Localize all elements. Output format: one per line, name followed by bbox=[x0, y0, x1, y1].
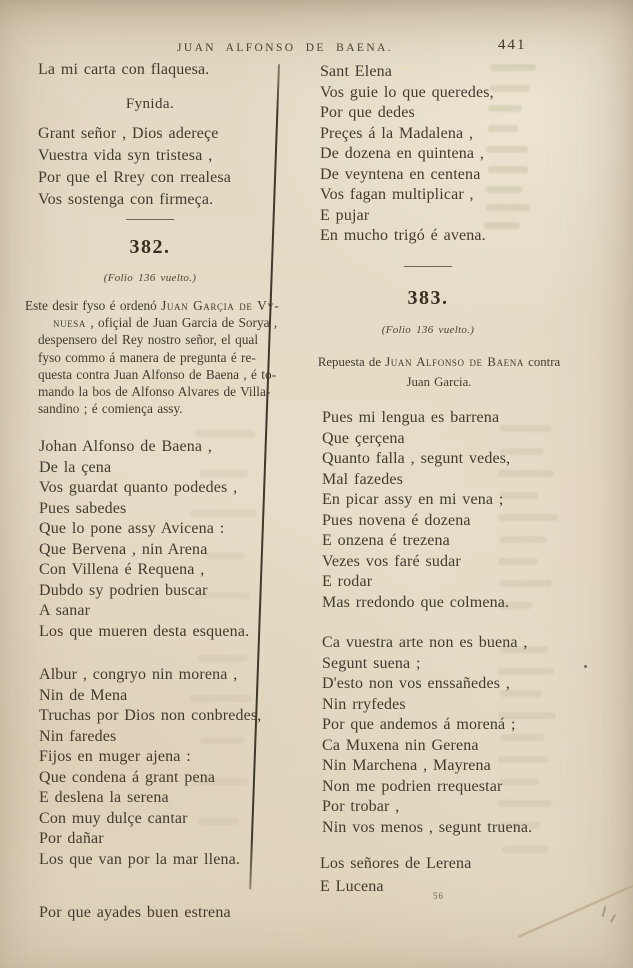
text-line: mando la bos de Alfonso Alvares de Villa- bbox=[38, 384, 271, 400]
page-number: 441 bbox=[498, 37, 527, 53]
folio-note-382: (Folio 136 vuelto.) bbox=[103, 272, 197, 284]
text-line: Vuestra vida syn tristesa , bbox=[38, 147, 213, 164]
text-line: Pues sabedes bbox=[39, 499, 127, 517]
section-number-383: 383. bbox=[407, 287, 449, 309]
text-line: Nin rryfedes bbox=[322, 695, 406, 713]
text-line: Quanto falla , segunt vedes, bbox=[322, 450, 511, 467]
text-line: Vezes vos faré sudar bbox=[322, 552, 461, 570]
stanza-383-1 bbox=[322, 408, 510, 613]
section-separator bbox=[308, 266, 548, 267]
text-line: E pujar bbox=[320, 206, 370, 224]
stanza-382-2 bbox=[39, 665, 261, 870]
text-line: Albur , congryo nin morena , bbox=[39, 666, 238, 683]
stanza-383-3-start bbox=[320, 853, 471, 898]
text-line: E deslena la serena bbox=[39, 789, 169, 806]
text-line: sandino ; é comiença assy. bbox=[38, 401, 183, 417]
text-line: Los que mueren desta esquena. bbox=[39, 622, 250, 640]
left-column bbox=[24, 0, 296, 968]
text-line: A sanar bbox=[39, 602, 91, 619]
text-line: Los que van por la mar llena. bbox=[39, 850, 240, 868]
text-line: Segunt suena ; bbox=[322, 654, 421, 672]
text-line: Por dañar bbox=[39, 830, 104, 847]
text-line: Preçes á la Madalena , bbox=[320, 124, 474, 142]
text-line: De dozena en quintena , bbox=[320, 145, 485, 162]
stanza-381-end bbox=[320, 62, 494, 247]
stanza-382-1 bbox=[39, 437, 249, 642]
pencil-mark bbox=[610, 914, 616, 923]
text-line: Pues novena é dozena bbox=[322, 511, 471, 529]
text-line: D'esto non vos enssañedes , bbox=[322, 675, 510, 692]
text-line: En mucho trigó é avena. bbox=[320, 227, 486, 244]
text-line: fyso commo á manera de pregunta é re- bbox=[38, 349, 256, 365]
folio-note-383: (Folio 136 vuelto.) bbox=[381, 324, 475, 336]
text-line: despensero del Rey nostro señor, el qual bbox=[38, 332, 259, 348]
text-line: E rodar bbox=[322, 573, 373, 590]
text-line: Pues mi lengua es barrena bbox=[322, 409, 500, 426]
text-line: Este desir fyso é ordenó Juan Garçia de Vy- bbox=[25, 298, 280, 313]
text-line: Vos guardat quanto podedes , bbox=[39, 479, 238, 496]
text-line: E onzena é trezena bbox=[322, 532, 450, 549]
text-line: Vos sostenga con firmeça. bbox=[38, 191, 214, 208]
fynida-heading: Fynida. bbox=[125, 96, 175, 112]
text-line: Ca vuestra arte non es buena , bbox=[322, 634, 528, 651]
fynida-stanza bbox=[38, 123, 231, 211]
text-line: Nin faredes bbox=[39, 727, 117, 745]
right-column bbox=[308, 0, 586, 968]
poem-closing-line: La mi carta con flaquesa. bbox=[38, 61, 210, 78]
text-line: Vos fagan multiplicar , bbox=[320, 186, 474, 203]
stanza-382-3-first-line: Por que ayades buen estrena bbox=[39, 904, 231, 921]
text-line: De la çena bbox=[39, 458, 112, 476]
text-line: Vos guie lo que queredes, bbox=[320, 83, 494, 101]
section-separator bbox=[24, 219, 276, 220]
text-line: Non me podrien rrequestar bbox=[322, 777, 503, 795]
text-line: nuesa , ofiçial de Juan Garcia de Sorya , bbox=[53, 315, 278, 331]
text-line: De veyntena en centena bbox=[320, 165, 481, 183]
text-line: Los señores de Lerena bbox=[320, 855, 472, 872]
running-header-title: JUAN ALFONSO DE BAENA. bbox=[176, 42, 394, 54]
text-line: Que lo pone assy Avicena : bbox=[39, 520, 225, 537]
text-line: Nin Marchena , Mayrena bbox=[322, 757, 491, 774]
text-line: Por que el Rrey con rrealesa bbox=[38, 169, 232, 186]
text-line: E Lucena bbox=[320, 877, 384, 895]
text-line: Que çerçena bbox=[322, 429, 405, 447]
text-line: Con Villena é Requena , bbox=[39, 561, 205, 578]
text-line: Truchas por Dios non conbredes, bbox=[39, 707, 262, 724]
text-line: Grant señor , Dios adereçe bbox=[38, 125, 219, 142]
text-line: Que condena á grant pena bbox=[39, 768, 216, 786]
text-line: Con muy dulçe cantar bbox=[39, 809, 188, 827]
text-line: questa contra Juan Alfonso de Baena , é to- bbox=[38, 366, 277, 382]
text-line: Mas rredondo que colmena. bbox=[322, 593, 510, 611]
text-line: Mal fazedes bbox=[322, 470, 403, 488]
section-number-382: 382. bbox=[129, 236, 171, 258]
text-line: Por que andemos á morená ; bbox=[322, 716, 516, 733]
text-line: En picar assy en mi vena ; bbox=[322, 491, 504, 508]
text-line: Que Bervena , nin Arena bbox=[39, 540, 208, 558]
text-line: Repuesta de Juan Alfonso de Baena contra bbox=[317, 355, 561, 369]
text-line: Nin vos menos , segunt truena. bbox=[322, 818, 533, 836]
text-line: Ca Muxena nin Gerena bbox=[322, 736, 479, 754]
text-line: Dubdo sy podrien buscar bbox=[39, 581, 208, 599]
text-line: Por que dedes bbox=[320, 104, 415, 121]
text-line: Johan Alfonso de Baena , bbox=[39, 438, 213, 455]
text-line: Juan Garcia. bbox=[406, 374, 472, 389]
text-line: Sant Elena bbox=[320, 63, 392, 80]
signature-mark: 56 bbox=[433, 891, 444, 901]
rubric-382 bbox=[24, 297, 296, 417]
pencil-mark bbox=[602, 906, 607, 917]
text-line: Nin de Mena bbox=[39, 686, 128, 704]
text-line: Por trobar , bbox=[322, 798, 400, 815]
text-line: Fijos en muger ajena : bbox=[39, 748, 191, 765]
stanza-383-2 bbox=[322, 633, 532, 838]
rubric-383 bbox=[308, 353, 570, 392]
